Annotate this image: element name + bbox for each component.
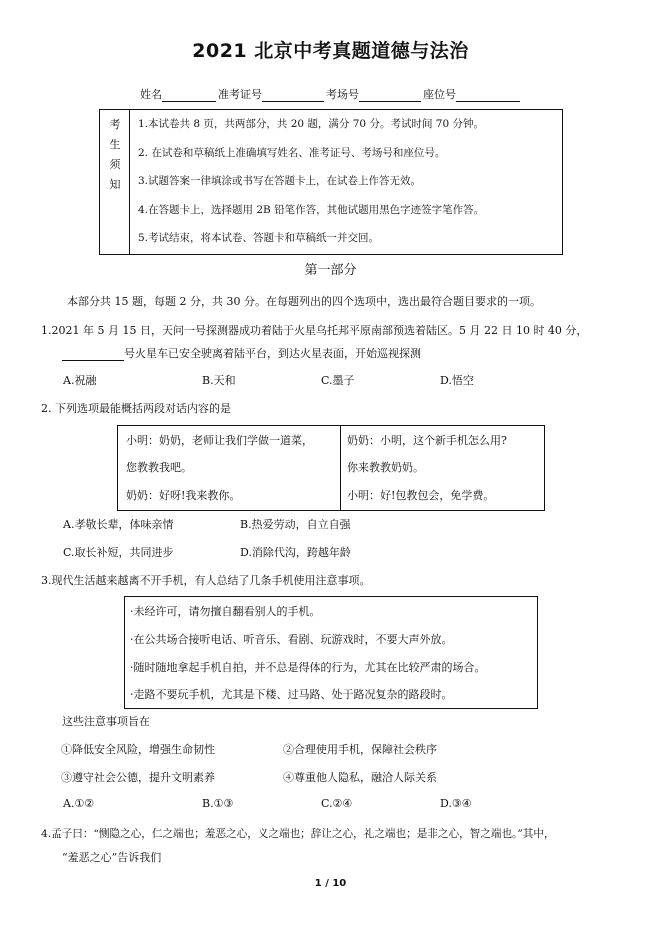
q2-option-d: D.消除代沟，跨越年龄 [240,546,351,559]
q3-note: ·未经许可，请勿擅自翻看别人的手机。 [130,605,321,618]
ticket-label: 准考证号 [218,88,262,101]
q4-stem-line2: “羞恶之心”告诉我们 [62,851,162,864]
q1-option-a: A.祝融 [63,374,97,387]
q1-blank [62,349,124,361]
candidate-info-line [140,86,522,102]
q3-option-c: C.②④ [321,797,353,810]
page-number: 1 / 10 [314,878,347,889]
q2-left-line: 小明：奶奶，老师让我们学做一道菜， [126,434,313,447]
notice-item: 2. 在试卷和草稿纸上准确填写姓名、准考证号、考场号和座位号。 [138,147,446,159]
q3-choice-1: ①降低安全风险，增强生命韧性 [61,743,215,756]
section-title: 第一部分 [304,263,357,278]
q1-stem-line1: 1.2021 年 5 月 15 日，天问一号探测器成功着陆于火星乌托邦平原南部预选着陆区。5 月 22 日 10 时 40 分， [41,324,588,337]
q3-note: ·在公共场合接听电话、听音乐、看剧、玩游戏时，不要大声外放。 [130,633,453,646]
notice-label-char: 生 [109,138,121,151]
q2-option-a: A.孝敬长辈，体味亲情 [63,518,174,531]
q2-stem: 2. 下列选项最能概括两段对话内容的是 [41,402,231,415]
q1-stem-line2 [62,345,421,361]
q1-stem-text: 号火星车已安全驶离着陆平台，到达火星表面，开始巡视探测 [124,347,421,360]
q3-option-b: B.①③ [202,797,234,810]
seat-label: 座位号 [423,88,456,101]
notice-label-char: 须 [109,158,121,171]
room-blank [359,90,421,102]
ticket-blank [262,90,324,102]
q2-right-line: 你来教教奶奶。 [347,461,424,474]
q3-choice-2: ②合理使用手机，保障社会秩序 [283,743,437,756]
name-label: 姓名 [140,88,162,101]
q2-right-line: 奶奶：小明，这个新手机怎么用? [347,434,507,447]
part-intro: 本部分共 15 题，每题 2 分，共 30 分。在每题列出的四个选项中，选出最符合题目要求的一项。 [67,295,541,308]
page-title: 2021 北京中考真题道德与法治 [192,40,469,62]
notice-item: 1.本试卷共 8 页，共两部分，共 20 题，满分 70 分。考试时间 70 分钟。 [138,118,484,130]
q2-left-line: 您教教我吧。 [126,461,192,474]
notice-item: 5.考试结束，将本试卷、答题卡和草稿纸一并交回。 [138,232,380,244]
q3-stem: 3.现代生活越来越离不开手机，有人总结了几条手机使用注意事项。 [41,574,371,587]
q2-right-line: 小明：好!包教包会，免学费。 [347,489,495,502]
notice-box [99,109,563,255]
q2-option-b: B.热爱劳动，自立自强 [240,518,351,531]
notice-label [100,110,130,254]
q3-note: ·随时随地拿起手机自拍，并不总是得体的行为，尤其在比较严肃的场合。 [130,661,486,674]
q2-divider [340,426,341,510]
q3-ask: 这些注意事项旨在 [62,715,150,728]
name-blank [162,90,216,102]
q2-left-line: 奶奶：好呀!我来教你。 [126,489,241,502]
q3-option-d: D.③④ [440,797,472,810]
q3-notes-box [124,596,538,709]
q3-note: ·走路不要玩手机，尤其是下楼、过马路、处于路况复杂的路段时。 [130,688,453,701]
q2-dialog-table [117,425,545,511]
q1-option-c: C.墨子 [321,374,355,387]
q1-option-d: D.悟空 [440,374,474,387]
q3-option-a: A.①② [63,797,95,810]
q3-choice-3: ③遵守社会公德，提升文明素养 [61,771,215,784]
notice-item: 3.试题答案一律填涂或书写在答题卡上，在试卷上作答无效。 [138,175,422,187]
notice-item: 4.在答题卡上，选择题用 2B 铅笔作答，其他试题用黑色字迹签字笔作答。 [138,204,485,216]
room-label: 考场号 [326,88,359,101]
q4-stem-line1: 4.孟子曰：“恻隐之心，仁之端也；羞恶之心，义之端也；辞让之心，礼之端也；是非之心，智之端也。”其中， [41,828,555,840]
q3-choice-4: ④尊重他人隐私，融洽人际关系 [283,771,437,784]
notice-label-char: 考 [109,118,121,131]
q1-option-b: B.天和 [202,374,236,387]
q2-option-c: C.取长补短，共同进步 [63,546,174,559]
seat-blank [456,90,520,102]
notice-label-char: 知 [109,178,121,191]
